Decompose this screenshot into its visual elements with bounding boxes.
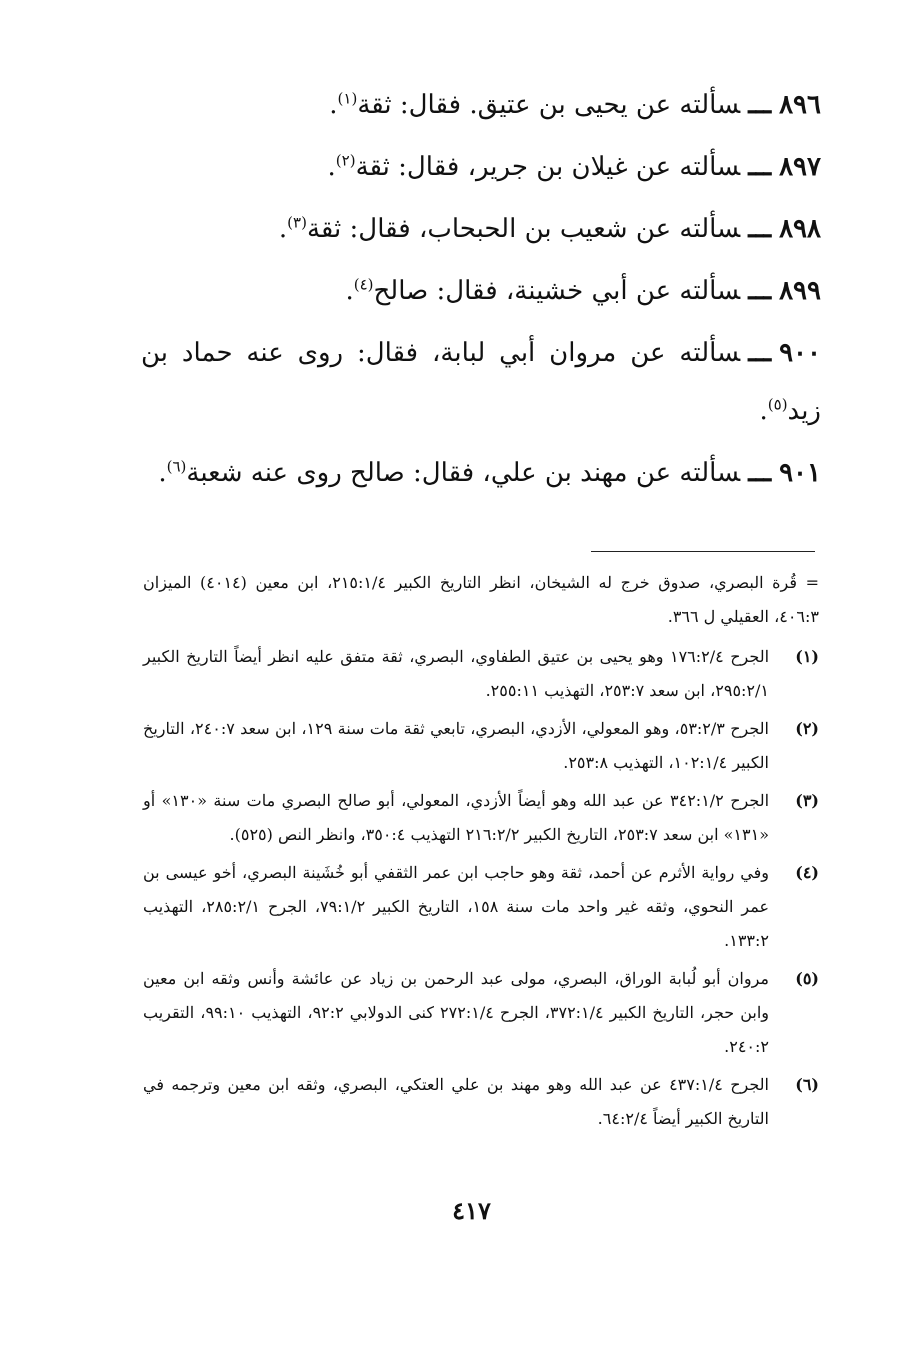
- entry-dash: ـــ: [748, 152, 772, 182]
- entry-text: سألته عن أبي خشينة، فقال: صالح: [373, 276, 741, 306]
- footnote-ref: (٤): [353, 275, 374, 294]
- entry-896: [141, 76, 821, 134]
- entry-899: [141, 262, 821, 320]
- footnote-4: [143, 856, 819, 958]
- footnote-6: [143, 1068, 819, 1136]
- footnote-text: الجرح ١٧٦:٢/٤ وهو يحيى بن عتيق الطفاوي، البصري، ثقة متفق عليه انظر أيضاً التاريخ الكبير ٢٩٥:٢/١، ابن سعد ٢٥٣:٧، التهذيب ٢٥٥:١١.: [143, 647, 770, 700]
- entry-dash: ـــ: [748, 90, 772, 120]
- footnote-separator: [591, 551, 815, 552]
- entry-900: [141, 324, 821, 440]
- entry-end: .: [345, 276, 354, 306]
- entry-text: سألته عن شعيب بن الحبحاب، فقال: ثقة: [306, 214, 741, 244]
- entry-898: [141, 200, 821, 258]
- entry-number: ٨٩٨: [779, 214, 821, 244]
- footnote-text: الجرح ٥٣:٢/٣، وهو المعولي، الأزدي، البصري، تابعي ثقة مات سنة ١٢٩، ابن سعد ٢٤٠:٧، التاريخ الكبير ١٠٢:١/٤، التهذيب ٢٥٣:٨.: [143, 719, 770, 772]
- footnote-2: [143, 712, 819, 780]
- entry-text: سألته عن مروان أبي لبابة، فقال: روى عنه حماد بن زيد: [141, 338, 821, 426]
- entry-number: ٩٠٠: [779, 338, 821, 368]
- entry-number: ٩٠١: [779, 458, 821, 488]
- footnote-marker: (٥): [795, 969, 819, 988]
- entry-dash: ـــ: [748, 458, 772, 488]
- footnote-marker: (٢): [795, 719, 819, 738]
- entry-end: .: [327, 152, 336, 182]
- entry-dash: ـــ: [748, 276, 772, 306]
- footnote-marker: (١): [795, 647, 819, 666]
- footnote-text: الجرح ٣٤٢:١/٢ عن عبد الله وهو أيضاً الأزدي، المعولي، أبو صالح البصري مات سنة «١٣٠» أو «١٣١» ابن سعد ٢٥٣:٧، التاريخ الكبير ٢١٦:٢/٢ التهذيب ٣٥٠:٤، وانظر النص (٥٢٥).: [143, 791, 770, 844]
- entry-text: سألته عن غيلان بن جرير، فقال: ثقة: [355, 152, 741, 182]
- footnote-ref: (١): [337, 89, 358, 108]
- entry-897: [141, 138, 821, 196]
- footnote-marker: (٣): [795, 791, 819, 810]
- footnote-marker: (٤): [795, 863, 819, 882]
- entry-901: [141, 444, 821, 502]
- footnote-text: الجرح ٤٣٧:١/٤ عن عبد الله وهو مهند بن علي العتكي، البصري، وثقه ابن معين وترجمه في التاريخ الكبير أيضاً ٦٤:٢/٤.: [143, 1075, 769, 1128]
- entry-text: سألته عن مهند بن علي، فقال: صالح روى عنه شعبة: [186, 458, 741, 488]
- footnote-3: [143, 784, 819, 852]
- entry-number: ٨٩٧: [779, 152, 821, 182]
- footnote-text: وفي رواية الأثرم عن أحمد، ثقة وهو حاجب ابن عمر الثقفي أبو خُشَينة البصري، أخو عيسى بن عمر النحوي، وثقه غير واحد مات سنة ١٥٨، التاريخ الكبير ٧٩:١/٢، الجرح ٢٨٥:٢/١، التهذيب ١٣٣:٢.: [143, 863, 770, 950]
- footnote-ref: (٣): [287, 213, 307, 232]
- footnote-text: مروان أبو لُبابة الوراق، البصري، مولى عبد الرحمن بن زياد عن عائشة وأنس وثقه ابن معين وابن حجر، التاريخ الكبير ٣٧٢:١/٤، الجرح ٢٧٢:١/٤ كنى الدولابي ٩٢:٢، التهذيب ٩٩:١٠، التقريب ٢٤٠:٢.: [143, 969, 770, 1056]
- entries-list: [141, 76, 821, 506]
- entry-end: .: [278, 214, 288, 244]
- entry-text: سألته عن يحيى بن عتيق. فقال: ثقة: [357, 90, 741, 120]
- footnote-5: [143, 962, 819, 1064]
- footnote-ref: (٦): [166, 457, 187, 476]
- footnote-marker: (٦): [795, 1075, 819, 1094]
- footnote-continuation: = قُرة البصري، صدوق خرج له الشيخان، انظر التاريخ الكبير ٢١٥:١/٤، ابن معين (٤٠١٤) الميزان ٤٠٦:٣، العقيلي ل ٣٦٦.: [143, 573, 819, 626]
- footnotes-section: [143, 566, 819, 1140]
- entry-end: .: [158, 458, 167, 488]
- entry-dash: ـــ: [748, 214, 772, 244]
- entry-end: .: [759, 396, 768, 426]
- entry-number: ٨٩٦: [779, 90, 821, 120]
- footnote-ref: (٥): [767, 395, 788, 414]
- entry-dash: ـــ: [748, 338, 772, 368]
- entry-end: .: [329, 90, 338, 120]
- footnote-ref: (٢): [335, 151, 356, 170]
- page-number: ٤١٧: [452, 1196, 491, 1225]
- footnote-1: [143, 640, 819, 708]
- entry-number: ٨٩٩: [779, 276, 821, 306]
